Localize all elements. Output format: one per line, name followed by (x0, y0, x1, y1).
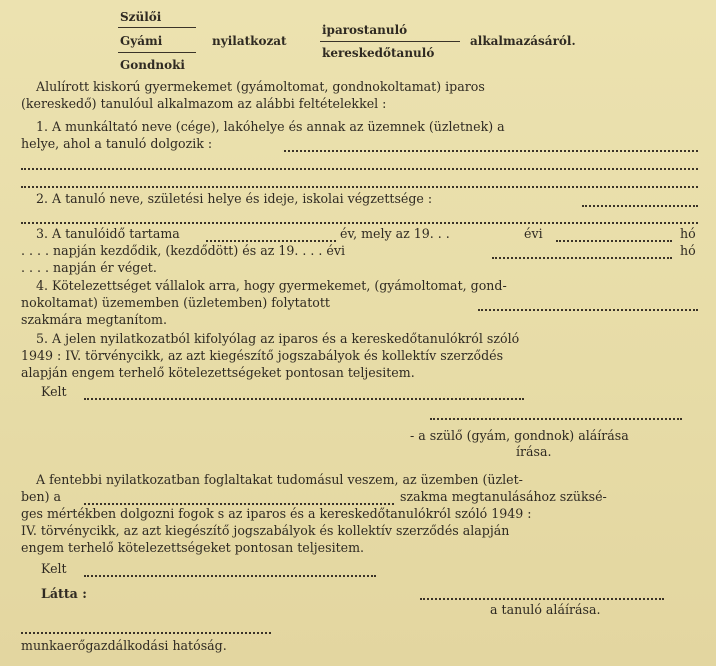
intro-line-2: (kereskedő) tanulóul alkalmazom az alábbi feltételekkel : (21, 96, 387, 111)
item1-line-1: 1. A munkáltató neve (cége), lakóhelye és annak az üzemnek (üzletnek) a (36, 119, 505, 134)
dotted-fill-line (84, 575, 376, 577)
kelt-label-1: Kelt (41, 384, 67, 399)
item4-line-1: 4. Kötelezettséget vállalok arra, hogy gyermekemet, (gyámoltomat, gond- (36, 278, 507, 293)
dotted-fill-line (556, 240, 672, 242)
option-szuloi: Szülői (120, 10, 162, 24)
acceptance-line-5: engem terhelő kötelezettségeket pontosan teljesitem. (21, 540, 365, 555)
item5-line-2: 1949 : IV. törvénycikk, az azt kiegészítő jogszabályok és kollektív szerződés (21, 348, 504, 363)
parent-signature-label-cont: írása. (516, 444, 552, 459)
dotted-fill-line (492, 257, 672, 259)
item3-line-1-mid: év, mely az 19. . . (340, 226, 450, 241)
option-gyami: Gyámi (120, 34, 163, 48)
acceptance-line-1: A fentebbi nyilatkozatban foglaltakat tudomásul veszem, az üzemben (üzlet- (36, 472, 523, 487)
dotted-fill-line (21, 168, 698, 170)
item5-line-3: alapján engem terhelő kötelezettségeket pontosan teljesitem. (21, 365, 415, 380)
option-gondnoki: Gondnoki (120, 58, 185, 72)
acceptance-line-3: ges mértékben dolgozni fogok s az iparos és a kereskedőtanulókról szóló 1949 : (21, 506, 532, 521)
dotted-fill-line (21, 222, 698, 224)
item3-line-2-end: hó (680, 243, 696, 258)
option-iparostanulo: iparostanuló (322, 23, 408, 37)
latta-label: Látta : (41, 586, 87, 601)
header-word-alkalmazasarol: alkalmazásáról. (470, 34, 576, 48)
header-rule (118, 52, 196, 53)
dotted-fill-line (84, 503, 394, 505)
item3-line-1-year: évi (524, 226, 543, 241)
option-kereskedotanulo: kereskedőtanuló (322, 46, 435, 60)
item1-line-2: helye, ahol a tanuló dolgozik : (21, 136, 213, 151)
intro-line-1: Alulírott kiskorú gyermekemet (gyámoltomat, gondnokoltamat) iparos (36, 79, 485, 94)
item5-line-1: 5. A jelen nyilatkozatból kifolyólag az iparos és a kereskedőtanulókról szóló (36, 331, 520, 346)
dotted-fill-line (206, 240, 336, 242)
dotted-fill-line (284, 150, 698, 152)
acceptance-line-2b: szakma megtanulásához szüksé- (400, 489, 607, 504)
item3-line-2: . . . . napján kezdődik, (kezdődött) és az 19. . . . évi (21, 243, 345, 258)
signature-line (430, 418, 682, 420)
item4-line-3: szakmára megtanítom. (21, 312, 167, 327)
header-rule (118, 27, 196, 28)
item3-line-3: . . . . napján ér véget. (21, 260, 157, 275)
signature-line (420, 598, 664, 600)
item3-line-1-end: hó (680, 226, 696, 241)
kelt-label-2: Kelt (41, 561, 67, 576)
acceptance-line-2a: ben) a (21, 489, 62, 504)
item4-line-2: nokoltamat) üzememben (üzletemben) folytatott (21, 295, 330, 310)
header-word-nyilatkozat: nyilatkozat (212, 34, 287, 48)
authority-label: munkaerőgazdálkodási hatóság. (21, 638, 227, 653)
student-signature-label: a tanuló aláírása. (490, 602, 601, 617)
item2-line: 2. A tanuló neve, születési helye és ideje, iskolai végzettsége : (36, 191, 433, 206)
dotted-fill-line (582, 205, 698, 207)
item3-line-1-label: 3. A tanulóidő tartama (36, 226, 180, 241)
acceptance-line-4: IV. törvénycikk, az azt kiegészítő jogszabályok és kollektív szerződés alapján (21, 523, 510, 538)
dotted-fill-line (21, 186, 698, 188)
dotted-fill-line (478, 309, 698, 311)
header-rule (320, 41, 460, 42)
parent-signature-label: - a szülő (gyám, gondnok) aláírása (410, 428, 629, 443)
signature-line (21, 632, 271, 634)
dotted-fill-line (84, 398, 524, 400)
